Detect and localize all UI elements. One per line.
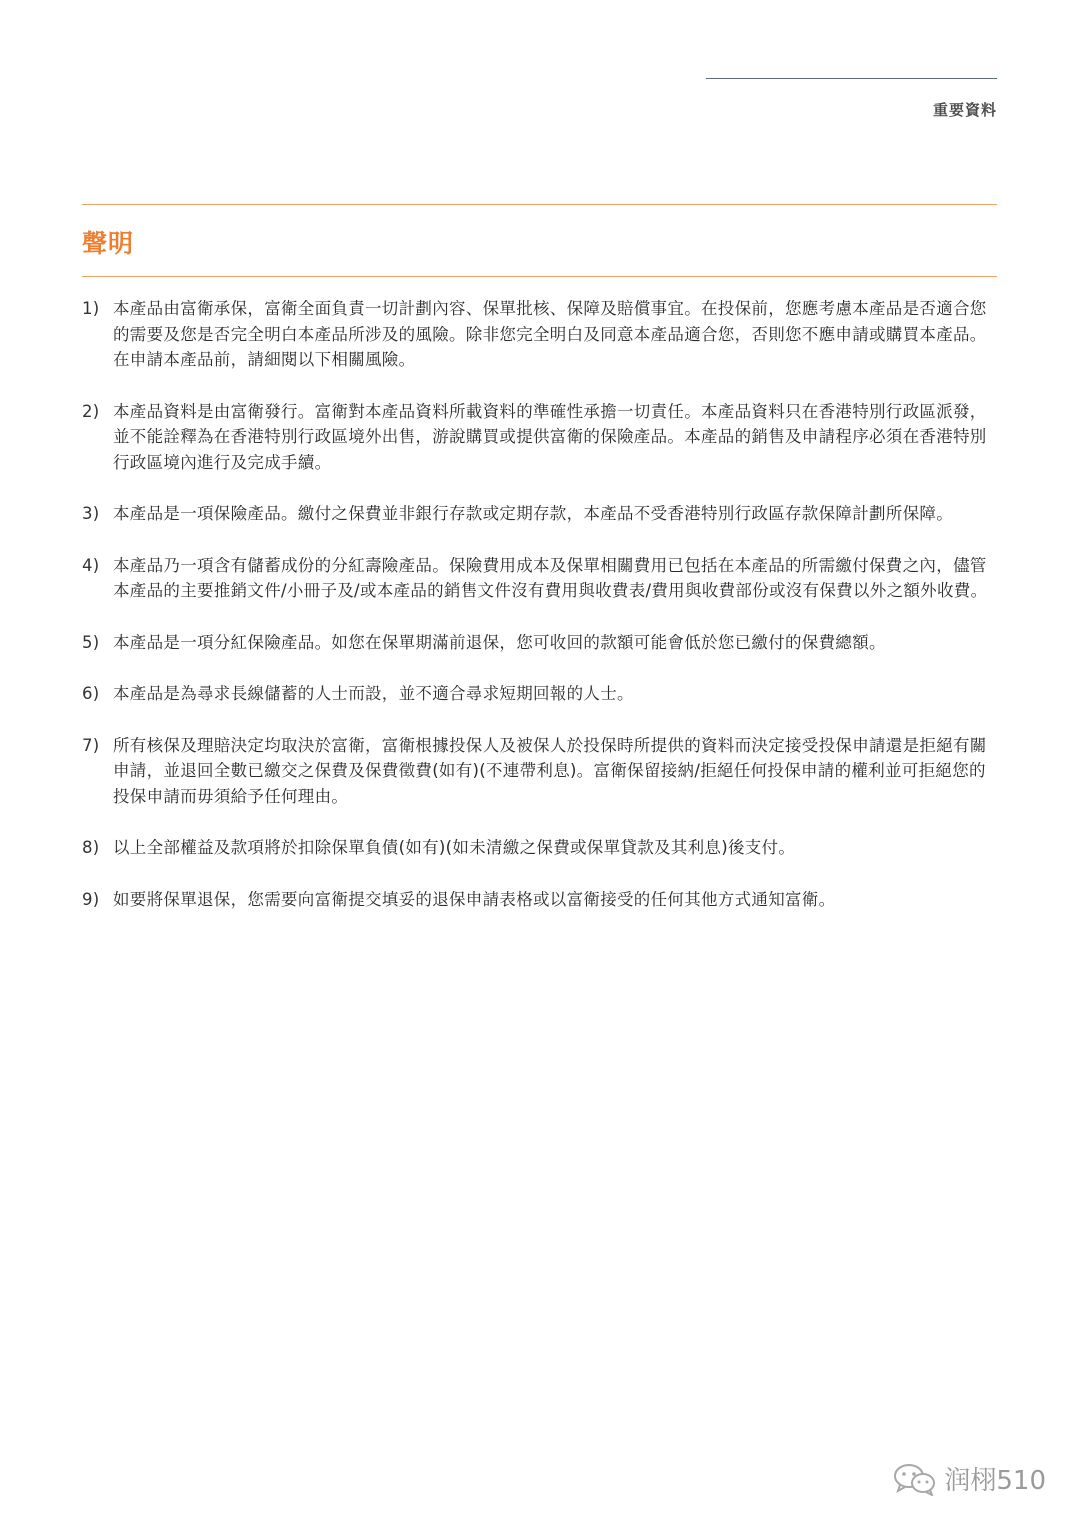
item-number: 9) [82,889,100,909]
list-item [82,887,994,913]
item-text: 本產品由富衛承保，富衛全面負責一切計劃內容、保單批核、保障及賠償事宜。在投保前，您應考慮本產品是否適合您的需要及您是否完全明白本產品所涉及的風險。除非您完全明白及同意本產品適合您，否則您不應申請或購買本產品。在申請本產品前，請細閱以下相關風險。 [113,299,987,369]
item-number: 1) [82,299,100,318]
list-item [82,501,994,527]
heading-top-divider [82,204,997,205]
list-item [82,733,994,810]
list-item [82,553,994,604]
item-text: 以上全部權益及款項將於扣除保單負債(如有)(如未清繳之保費或保單貸款及其利息)後支付。 [113,838,796,857]
section-label: 重要資料 [932,101,997,119]
watermark [892,1460,1046,1497]
item-text: 所有核保及理賠決定均取決於富衛，富衛根據投保人及被保人於投保時所提供的資料而決定接受投保申請還是拒絕有關申請，並退回全數已繳交之保費及保費徵費(如有)(不連帶利息)。富衛保留接納/拒絕任何投保申請的權利並可拒絕您的投保申請而毋須給予任何理由。 [113,735,987,806]
page-title: 聲明 [82,229,135,258]
wechat-icon [892,1462,938,1496]
item-number: 6) [82,684,100,703]
item-text: 本產品是為尋求長線儲蓄的人士而設，並不適合尋求短期回報的人士。 [113,684,634,703]
item-text: 本產品是一項保險產品。繳付之保費並非銀行存款或定期存款，本產品不受香港特別行政區存款保障計劃所保障。 [113,504,953,523]
item-text: 如要將保單退保，您需要向富衛提交填妥的退保申請表格或以富衛接受的任何其他方式通知富衛。 [113,889,836,909]
item-number: 2) [82,401,100,421]
statement-list [82,296,994,938]
item-number: 5) [82,632,100,652]
item-number: 4) [82,555,100,575]
list-item [82,835,994,861]
list-item [82,681,994,707]
list-item [82,399,994,476]
item-number: 7) [82,735,100,755]
item-text: 本產品是一項分紅保險產品。如您在保單期滿前退保，您可收回的款額可能會低於您已繳付的保費總額。 [113,632,886,652]
list-item [82,630,994,656]
item-number: 3) [82,504,100,523]
item-text: 本產品資料是由富衛發行。富衛對本產品資料所載資料的準確性承擔一切責任。本產品資料只在香港特別行政區派發，並不能詮釋為在香港特別行政區境外出售，游說購買或提供富衛的保險產品。本產品的銷售及申請程序必須在香港特別行政區境內進行及完成手續。 [113,401,987,472]
item-number: 8) [82,838,100,857]
item-text: 本產品乃一項含有儲蓄成份的分紅壽險產品。保險費用成本及保單相關費用已包括在本產品的所需繳付保費之內，儘管本產品的主要推銷文件/小冊子及/或本產品的銷售文件沒有費用與收費表/費用與收費部份或沒有保費以外之額外收費。 [113,555,988,600]
list-item [82,296,994,373]
heading-bottom-divider [82,276,997,277]
header-divider [706,78,997,79]
watermark-text: 润栩510 [944,1466,1046,1496]
